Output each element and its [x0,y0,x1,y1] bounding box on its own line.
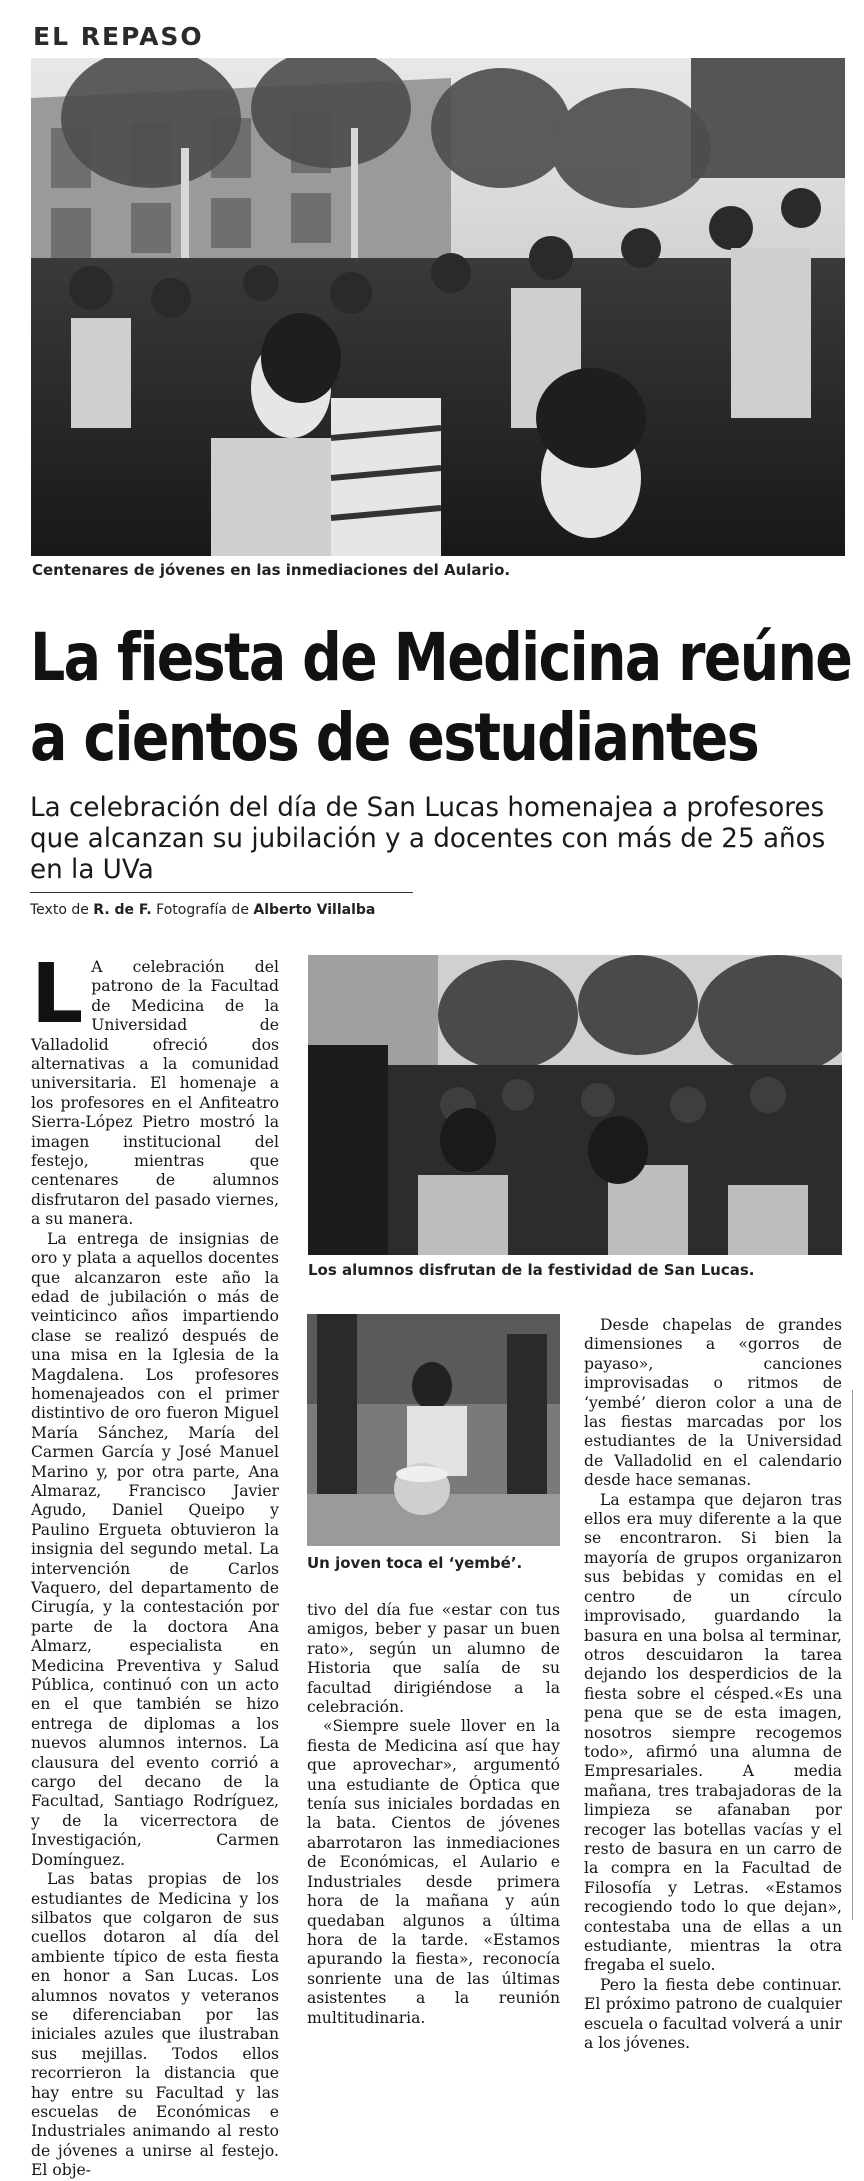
headline-line-1: La fiesta de Medicina reúne [30,619,852,696]
body-column-3 [584,1316,842,2053]
byline-photo-prefix: Fotografía de [151,902,254,918]
third-photo [307,1314,560,1546]
body-paragraph: Pero la fiesta debe continuar. El próximo patrono de cualquier escuela o facultad volverá a unir a los jóvenes. [584,1975,842,2053]
credit-rule [30,892,413,893]
body-paragraph: tivo del día fue «estar con tus amigos, beber y pasar un buen rato», según un alumno de Historia que salía de su facultad dirigiéndose a la celebración. [307,1601,560,1717]
drop-cap: L [31,947,84,1042]
main-photo [31,58,845,556]
byline [30,902,375,918]
section-label: EL REPASO [33,22,204,51]
body-column-2 [307,1601,560,2028]
second-photo-caption: Los alumnos disfrutan de la festividad de San Lucas. [308,1261,755,1279]
headline [30,618,852,778]
column-rule [852,1390,853,1920]
body-paragraph: La estampa que dejaron tras ellos era muy diferente a la que se encontraron. Si bien la mayoría de grupos organizaron sus bebidas y comidas en el centro de un círculo improvisado, guardando la basura en una bolsa al terminar, otros descuidaron la tarea dejando los desperdicios de la fiesta sobre el césped.«Es una pena que se de esta imagen, nosotros siempre recogemos todo», afirmó una alumna de Empresariales. A media mañana, tres trabajadoras de la limpieza se afanaban por recoger las botellas vacías y el resto de basura en un carro de la compra en la Facultad de Filosofía y Letras. «Estamos recogiendo todo lo que dejan», contestaba una de ellas a un estudiante, mientras la otra fregaba el suelo. [584,1490,842,1975]
paragraph-text: A celebración del patrono de la Facultad de Medicina de la Universidad de Valladolid ofreció dos alternativas a la comunidad universitaria. El homenaje a los profesores en el Anfiteatro Sierra-López Pietro mostró la imagen institucional del festejo, mientras que centenares de alumnos disfrutaron del pasado viernes, a su manera. [31,958,279,1229]
body-column-1 [31,947,279,2181]
second-photo [308,955,842,1255]
headline-line-2: a cientos de estudiantes [30,699,759,776]
subtitle [30,792,835,885]
byline-author: R. de F. [93,902,152,918]
subtitle-line-2: que alcanzan su jubilación y a docentes con más de 25 años [30,823,826,854]
body-paragraph [31,947,279,1230]
body-paragraph: La entrega de insignias de oro y plata a aquellos docentes que alcanzaron este año la edad de jubilación o más de veinticinco años impartiendo clase se realizó después de una misa en la Iglesia de la Magdalena. Los profesores homenajeados con el primer distintivo de oro fueron Miguel María Sánchez, María del Carmen García y José Manuel Marino y, por otra parte, Ana Almaraz, Francisco Javier Agudo, Daniel Queipo y Paulino Ergueta obtuvieron la insignia del segundo metal. La intervención de Carlos Vaquero, del departamento de Cirugía, y la contestación por parte de la doctora Ana Almarz, especialista en Medicina Preventiva y Salud Pública, continuó con un acto en el que también se hizo entrega de diplomas a los nuevos alumnos internos. La clausura del evento corrió a cargo del decano de la Facultad, Santiago Rodríguez, y de la vicerrectora de Investigación, Carmen Domínguez. [31,1229,279,1869]
subtitle-line-3: en la UVa [30,854,154,885]
subtitle-line-1: La celebración del día de San Lucas homenajea a profesores [30,792,825,823]
body-paragraph: Las batas propias de los estudiantes de Medicina y los silbatos que colgaron de sus cuellos dotaron al día del ambiente típico de esta fiesta en honor a San Lucas. Los alumnos novatos y veteranos se diferenciaban por las iniciales azules que ilustraban sus mejillas. Todos ellos recorrieron la distancia que hay entre su Facultad y las escuelas de Económicas e Industriales animando al resto de jóvenes a unirse al festejo. El obje- [31,1870,279,2180]
main-photo-caption: Centenares de jóvenes en las inmediaciones del Aulario. [32,561,511,579]
body-paragraph: Desde chapelas de grandes dimensiones a «gorros de payaso», canciones improvisadas o ritmos de ‘yembé’ dieron color a una de las fiestas marcadas por los estudiantes de la Universidad de Valladolid en el calendario desde hace semanas. [584,1316,842,1490]
byline-text-prefix: Texto de [30,902,94,918]
byline-photographer: Alberto Villalba [253,902,376,918]
third-photo-caption: Un joven toca el ‘yembé’. [307,1554,523,1572]
body-paragraph: «Siempre suele llover en la fiesta de Medicina así que hay que aprovechar», argumentó una estudiante de Óptica que tenía sus iniciales bordadas en la bata. Cientos de jóvenes abarrotaron las inmediaciones de Económicas, el Aulario e Industriales desde primera hora de la mañana y aún quedaban algunos a última hora de la tarde. «Estamos apurando la fiesta», reconocía sonriente una de las últimas asistentes a la reunión multitudinaria. [307,1717,560,2027]
